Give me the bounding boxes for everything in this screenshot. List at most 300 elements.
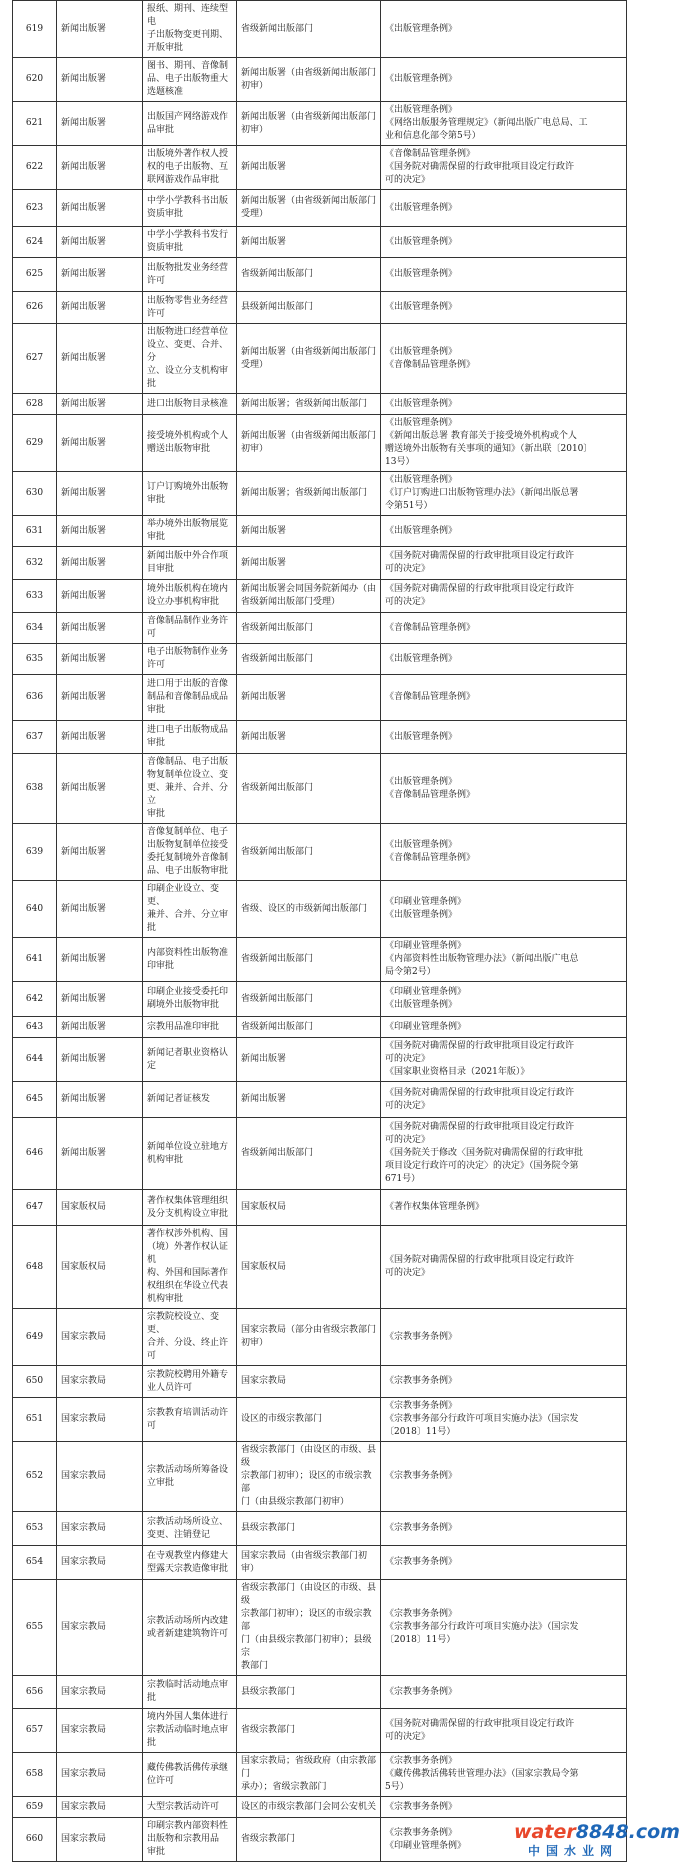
item-name-cell [143, 472, 237, 516]
legal-basis-cell-line: 《宗教事务条例》 [385, 1801, 458, 1812]
legal-basis-cell [381, 102, 627, 146]
item-name-cell-line: 资质审批 [147, 243, 184, 253]
item-name-cell-line: 宗教用品准印审批 [147, 1021, 220, 1032]
item-name-cell-line: 境外出版机构在境内 [147, 584, 229, 594]
legal-basis-cell [381, 675, 627, 721]
implementing-agency-cell [237, 58, 381, 102]
implementing-agency-cell-line: 新闻出版署（由省级新闻出版部门 [241, 67, 377, 78]
legal-basis-cell-line: 13号） [385, 457, 415, 467]
item-name-cell-line: 子出版物变更刊期、 [147, 30, 229, 40]
legal-basis-cell-line: 〔2018〕11号） [385, 1427, 456, 1437]
legal-basis-cell-line: 《宗教事务条例》 [385, 1756, 458, 1766]
approval-items-table [12, 0, 627, 1862]
legal-basis-cell-line: 《国务院关于修改〈国务院对确需保留的行政审批 [385, 1148, 584, 1158]
item-name-cell-line: 中学小学教科书发行 [147, 230, 229, 240]
table-row [13, 1753, 627, 1797]
row-number: 656 [13, 1676, 57, 1709]
item-name-cell-line: 境内外国人集体进行 [147, 1712, 229, 1722]
item-name-cell-line: 出版物和宗教用品 [147, 1834, 220, 1844]
implementing-agency-cell-line: 县级宗教部门 [241, 1686, 296, 1697]
item-name-cell-line: 宗教院校聘用外籍专 [147, 1369, 229, 1380]
table-row [13, 324, 627, 394]
row-number: 631 [13, 516, 57, 547]
implementing-agency-cell-line: 省级新闻出版部门 [241, 993, 314, 1004]
legal-basis-cell-line: 业和信息化部令第5号） [385, 131, 481, 141]
legal-basis-cell [381, 881, 627, 938]
legal-basis-cell-line: 《国务院对确需保留的行政审批项目设定行政许 [385, 551, 575, 561]
department-cell: 国家宗教局 [57, 1676, 143, 1709]
table-row [13, 1512, 627, 1546]
row-number: 659 [13, 1797, 57, 1818]
legal-basis-cell [381, 547, 627, 580]
implementing-agency-cell [237, 1309, 381, 1366]
item-name-cell [143, 227, 237, 258]
table-row [13, 472, 627, 516]
item-name-cell-line: 权的电子出版物、互 [147, 162, 229, 172]
legal-basis-cell-line: 《宗教事务条例》 [385, 1376, 458, 1386]
item-name-cell [143, 146, 237, 190]
table-row [13, 415, 627, 472]
implementing-agency-cell [237, 516, 381, 547]
legal-basis-cell-line: 可的决定》 [385, 1731, 431, 1742]
legal-basis-cell-line: 项目设定行政许可的决定〉的决定》（国务院令第 [385, 1161, 579, 1171]
item-name-cell-line: 可 [147, 1420, 157, 1431]
item-name-cell [143, 324, 237, 394]
implementing-agency-cell [237, 1082, 381, 1118]
item-name-cell-line: 进口电子出版物成品 [147, 725, 229, 735]
implementing-agency-cell [237, 1546, 381, 1580]
legal-basis-cell-line: 《内部资料性出版物管理办法》（新闻出版广电总 [385, 954, 579, 964]
implementing-agency-cell [237, 1226, 381, 1309]
legal-basis-cell-line: 《音像制品管理条例》 [385, 789, 476, 800]
table-row [13, 1709, 627, 1753]
item-name-cell [143, 938, 237, 982]
table-row [13, 102, 627, 146]
legal-basis-cell-line: 《订户订购进口出版物管理办法》（新闻出版总署 [385, 488, 579, 498]
item-name-cell-line: 印审批 [147, 960, 175, 971]
legal-basis-cell [381, 1038, 627, 1082]
legal-basis-cell-line: 〔2018〕11号） [385, 1635, 456, 1645]
implementing-agency-cell [237, 881, 381, 938]
item-name-cell [143, 881, 237, 938]
legal-basis-cell-line: 《出版管理条例》 [385, 398, 458, 409]
implementing-agency-cell-line: 新闻出版署 [241, 236, 287, 247]
item-name-cell-line: 权组织在华设立代表 [147, 1281, 229, 1291]
row-number: 625 [13, 258, 57, 292]
item-name-cell-line: 接受境外机构或个人 [147, 431, 229, 441]
department-cell: 新闻出版署 [57, 516, 143, 547]
department-cell: 新闻出版署 [57, 644, 143, 675]
item-name-cell-line: 定 [147, 1060, 157, 1071]
item-name-cell [143, 1797, 237, 1818]
legal-basis-cell-line: 《国务院对确需保留的行政审批项目设定行政许 [385, 1087, 575, 1098]
item-name-cell [143, 721, 237, 754]
table-row [13, 1309, 627, 1366]
implementing-agency-cell-line: 新闻出版署（由省级新闻出版部门 [241, 111, 377, 122]
row-number: 640 [13, 881, 57, 938]
implementing-agency-cell [237, 644, 381, 675]
table-row [13, 1017, 627, 1038]
table-row [13, 547, 627, 580]
legal-basis-cell-line: 《印刷业管理条例》 [385, 987, 467, 997]
implementing-agency-cell-line: 教部门 [241, 1661, 269, 1671]
implementing-agency-cell [237, 1398, 381, 1442]
item-name-cell [143, 644, 237, 675]
item-name-cell-line: 内部资料性出版物准 [147, 947, 229, 958]
legal-basis-cell [381, 1226, 627, 1309]
legal-basis-cell [381, 1546, 627, 1580]
implementing-agency-cell-line: 新闻出版署 [241, 525, 287, 536]
legal-basis-cell-line: 《新闻出版总署 教育部关于接受境外机构或个人 [385, 431, 577, 441]
row-number: 645 [13, 1082, 57, 1118]
legal-basis-cell-line: 《宗教事务条例》 [385, 1557, 458, 1567]
department-cell: 新闻出版署 [57, 754, 143, 824]
item-name-cell-line: 设立、变更、合并、分 [147, 340, 229, 363]
legal-basis-cell-line: 《音像制品管理条例》 [385, 359, 476, 370]
row-number: 646 [13, 1118, 57, 1190]
department-cell: 新闻出版署 [57, 580, 143, 613]
implementing-agency-cell [237, 102, 381, 146]
legal-basis-cell-line: 5号） [385, 1782, 409, 1792]
implementing-agency-cell [237, 754, 381, 824]
legal-basis-cell-line: 《宗教事务条例》 [385, 1686, 458, 1697]
implementing-agency-cell-line: 新闻出版署 [241, 1054, 287, 1064]
legal-basis-cell-line: 《国务院对确需保留的行政审批项目设定行政许 [385, 1041, 575, 1051]
watermark-logo-text: water8848.com [514, 1821, 680, 1843]
item-name-cell [143, 1512, 237, 1546]
implementing-agency-cell [237, 1038, 381, 1082]
item-name-cell-line: 兼并、合并、分立审批 [147, 910, 229, 933]
table-row [13, 1226, 627, 1309]
item-name-cell-line: 品、电子出版物重大 [147, 74, 229, 84]
legal-basis-cell [381, 1, 627, 58]
legal-basis-cell-line: 《宗教事务条例》 [385, 1523, 458, 1533]
legal-basis-cell [381, 754, 627, 824]
item-name-cell-line: 审批 [147, 494, 166, 505]
implementing-agency-cell-line: 国家版权局 [241, 1202, 287, 1212]
legal-basis-cell [381, 580, 627, 613]
item-name-cell [143, 613, 237, 644]
implementing-agency-cell [237, 1366, 381, 1398]
department-cell: 新闻出版署 [57, 102, 143, 146]
implementing-agency-cell-line: 新闻出版署 [241, 162, 287, 172]
item-name-cell-line: 品审批 [147, 124, 175, 135]
implementing-agency-cell [237, 580, 381, 613]
legal-basis-cell-line: 《国务院对确需保留的行政审批项目设定行政许 [385, 1255, 575, 1265]
item-name-cell-line: 新闻出版中外合作项 [147, 551, 229, 561]
legal-basis-cell-line: 《宗教事务条例》 [385, 1401, 458, 1411]
implementing-agency-cell-line: 新闻出版署；省级新闻出版部门 [241, 398, 368, 409]
implementing-agency-cell-line: 承办）；省级宗教部门 [241, 1782, 327, 1792]
department-cell: 国家宗教局 [57, 1546, 143, 1580]
row-number: 655 [13, 1580, 57, 1676]
legal-basis-cell [381, 1753, 627, 1797]
legal-basis-cell [381, 1580, 627, 1676]
item-name-cell [143, 1038, 237, 1082]
row-number: 648 [13, 1226, 57, 1309]
row-number: 658 [13, 1753, 57, 1797]
legal-basis-cell [381, 472, 627, 516]
item-name-cell-line: 新闻记者证核发 [147, 1094, 211, 1104]
item-name-cell-line: 选题核准 [147, 87, 184, 97]
legal-basis-cell-line: 可的决定》 [385, 1054, 431, 1064]
table-row [13, 1038, 627, 1082]
implementing-agency-cell-line: 初审） [241, 124, 269, 135]
legal-basis-cell [381, 516, 627, 547]
legal-basis-cell-line: 《著作权集体管理条例》 [385, 1202, 485, 1212]
item-name-cell [143, 1118, 237, 1190]
implementing-agency-cell [237, 675, 381, 721]
item-name-cell [143, 1398, 237, 1442]
implementing-agency-cell-line: 新闻出版署 [241, 731, 287, 742]
row-number: 639 [13, 824, 57, 881]
row-number: 643 [13, 1017, 57, 1038]
legal-basis-cell [381, 1366, 627, 1398]
legal-basis-cell [381, 1398, 627, 1442]
legal-basis-cell-line: 《国务院对确需保留的行政审批项目设定行政许 [385, 162, 575, 172]
implementing-agency-cell-line: 省级新闻出版部门 [241, 1148, 314, 1158]
implementing-agency-cell-line: 新闻出版署（由省级新闻出版部门 [241, 431, 377, 441]
legal-basis-cell-line: 《音像制品管理条例》 [385, 622, 476, 633]
item-name-cell-line: 联网游戏作品审批 [147, 175, 220, 185]
implementing-agency-cell-line: 省级新闻出版部门 [241, 269, 314, 279]
department-cell: 新闻出版署 [57, 881, 143, 938]
item-name-cell-line: 新闻记者职业资格认 [147, 1047, 229, 1058]
item-name-cell [143, 1366, 237, 1398]
item-name-cell-line: 印刷企业接受委托印 [147, 987, 229, 997]
legal-basis-cell [381, 258, 627, 292]
department-cell: 新闻出版署 [57, 938, 143, 982]
item-name-cell-line: 制品和音像制品成品 [147, 692, 229, 702]
row-number: 620 [13, 58, 57, 102]
item-name-cell-line: 刷境外出版物审批 [147, 1000, 220, 1010]
row-number: 652 [13, 1442, 57, 1512]
row-number: 637 [13, 721, 57, 754]
row-number: 638 [13, 754, 57, 824]
row-number: 636 [13, 675, 57, 721]
implementing-agency-cell [237, 721, 381, 754]
table-row [13, 146, 627, 190]
item-name-cell-line: 藏传佛教活佛传承继 [147, 1762, 229, 1773]
table-row [13, 292, 627, 324]
department-cell: 国家版权局 [57, 1226, 143, 1309]
department-cell: 国家宗教局 [57, 1797, 143, 1818]
legal-basis-cell-line: 《音像制品管理条例》 [385, 692, 476, 702]
item-name-cell [143, 292, 237, 324]
legal-basis-cell-line: 《出版管理条例》 [385, 302, 458, 312]
department-cell: 新闻出版署 [57, 227, 143, 258]
implementing-agency-cell [237, 1818, 381, 1862]
item-name-cell [143, 394, 237, 415]
row-number: 621 [13, 102, 57, 146]
item-name-cell-line: 宗教活动临时地点审 [147, 1725, 229, 1735]
legal-basis-cell [381, 1082, 627, 1118]
implementing-agency-cell [237, 1017, 381, 1038]
table-row [13, 258, 627, 292]
row-number: 627 [13, 324, 57, 394]
row-number: 634 [13, 613, 57, 644]
implementing-agency-cell-line: 省级新闻出版部门 [241, 1021, 314, 1032]
item-name-cell-line: （境）外著作权认证机 [147, 1242, 229, 1265]
department-cell: 新闻出版署 [57, 1082, 143, 1118]
department-cell: 新闻出版署 [57, 721, 143, 754]
implementing-agency-cell-line: 设区的市级宗教部门会同公安机关 [241, 1801, 377, 1812]
implementing-agency-cell-line: 新闻出版署 [241, 1094, 287, 1104]
legal-basis-cell-line: 《出版管理条例》 [385, 269, 458, 279]
implementing-agency-cell-line: 国家宗教局 [241, 1376, 287, 1386]
row-number: 630 [13, 472, 57, 516]
legal-basis-cell-line: 《出版管理条例》 [385, 23, 458, 34]
implementing-agency-cell-line: 国家宗教局；省级政府（由宗教部门 [241, 1756, 377, 1779]
row-number: 642 [13, 982, 57, 1017]
item-name-cell-line: 出版物批发业务经营 [147, 262, 229, 273]
department-cell: 新闻出版署 [57, 982, 143, 1017]
item-name-cell [143, 1190, 237, 1226]
row-number: 657 [13, 1709, 57, 1753]
row-number: 650 [13, 1366, 57, 1398]
implementing-agency-cell-line: 新闻出版署 [241, 557, 287, 568]
item-name-cell-line: 构、外国和国际著作 [147, 1268, 229, 1278]
table-row [13, 613, 627, 644]
item-name-cell-line: 中学小学教科书出版 [147, 196, 229, 206]
table-row [13, 190, 627, 227]
item-name-cell-line: 宗教院校设立、变更、 [147, 1312, 220, 1335]
legal-basis-cell-line: 《印刷业管理条例》 [385, 1840, 467, 1851]
table-row [13, 516, 627, 547]
legal-basis-cell-line: 可的决定》 [385, 1100, 431, 1111]
table-row [13, 1082, 627, 1118]
item-name-cell [143, 580, 237, 613]
legal-basis-cell-line: 《出版管理条例》 [385, 525, 458, 536]
implementing-agency-cell-line: 省级新闻出版部门 [241, 653, 314, 664]
item-name-cell-line: 订户订购境外出版物 [147, 481, 229, 492]
implementing-agency-cell-line: 国家版权局 [241, 1261, 287, 1272]
department-cell: 新闻出版署 [57, 258, 143, 292]
item-name-cell-line: 许可 [147, 308, 166, 319]
item-name-cell-line: 审批 [147, 532, 166, 542]
item-name-cell [143, 675, 237, 721]
legal-basis-cell [381, 1709, 627, 1753]
item-name-cell-line: 许可 [147, 660, 166, 670]
item-name-cell-line: 大型宗教活动许可 [147, 1801, 220, 1812]
table-row [13, 1676, 627, 1709]
legal-basis-cell-line: 可的决定》 [385, 564, 431, 574]
legal-basis-cell-line: 《出版管理条例》 [385, 475, 458, 485]
implementing-agency-cell-line: 省级、设区的市级新闻出版部门 [241, 903, 368, 914]
implementing-agency-cell [237, 613, 381, 644]
legal-basis-cell [381, 292, 627, 324]
table-row [13, 1546, 627, 1580]
legal-basis-cell [381, 1309, 627, 1366]
legal-basis-cell-line: 可的决定》 [385, 175, 431, 185]
implementing-agency-cell-line: 省级新闻出版部门 [241, 954, 314, 964]
implementing-agency-cell-line: 初审） [241, 444, 269, 454]
row-number: 628 [13, 394, 57, 415]
legal-basis-cell-line: 《音像制品管理条例》 [385, 149, 476, 159]
legal-basis-cell-line: 令第51号） [385, 501, 433, 511]
legal-basis-cell-line: 《国务院对确需保留的行政审批项目设定行政许 [385, 1122, 575, 1132]
item-name-cell [143, 547, 237, 580]
watermark-cn-name: 中国水业网 [527, 1844, 618, 1858]
legal-basis-cell [381, 324, 627, 394]
implementing-agency-cell [237, 1580, 381, 1676]
legal-basis-cell-line: 赠送境外出版物有关事项的通知》（新出联〔2010〕 [385, 444, 593, 454]
implementing-agency-cell-line: 省级宗教部门 [241, 1725, 296, 1735]
item-name-cell-line: 出版物进口经营单位 [147, 327, 229, 337]
item-name-cell-line: 宗教临时活动地点审 [147, 1680, 229, 1690]
implementing-agency-cell-line: 初审） [241, 80, 269, 91]
implementing-agency-cell-line: 省级新闻出版部门 [241, 783, 314, 793]
legal-basis-cell-line: 《宗教事务条例》 [385, 1471, 458, 1481]
item-name-cell-line: 出版物复制单位接受 [147, 840, 229, 850]
table-row [13, 675, 627, 721]
department-cell: 新闻出版署 [57, 613, 143, 644]
row-number: 653 [13, 1512, 57, 1546]
item-name-cell-line: 著作权集体管理组织 [147, 1195, 229, 1206]
legal-basis-cell-line: 可的决定》 [385, 597, 431, 607]
row-number: 647 [13, 1190, 57, 1226]
item-name-cell-line: 立审批 [147, 1477, 175, 1488]
table-row [13, 1190, 627, 1226]
implementing-agency-cell [237, 292, 381, 324]
item-name-cell [143, 824, 237, 881]
item-name-cell-line: 审批 [147, 738, 166, 748]
implementing-agency-cell [237, 324, 381, 394]
table-row [13, 1442, 627, 1512]
implementing-agency-cell-line: 宗教部门初审）；设区的市级宗教部 [241, 1609, 372, 1632]
item-name-cell [143, 415, 237, 472]
table-row [13, 982, 627, 1017]
table-row [13, 227, 627, 258]
item-name-cell-line: 出版国产网络游戏作 [147, 111, 229, 122]
row-number: 651 [13, 1398, 57, 1442]
department-cell: 国家宗教局 [57, 1398, 143, 1442]
department-cell: 新闻出版署 [57, 292, 143, 324]
legal-basis-cell-line: 《出版管理条例》 [385, 840, 458, 850]
item-name-cell-line: 设立办事机构审批 [147, 597, 220, 607]
item-name-cell-line: 品、电子出版物审批 [147, 866, 229, 876]
department-cell: 新闻出版署 [57, 547, 143, 580]
implementing-agency-cell-line: 受理） [241, 359, 269, 370]
implementing-agency-cell-line: 国家宗教局（部分由省级宗教部门 [241, 1325, 377, 1335]
legal-basis-cell-line: 可的决定》 [385, 1268, 431, 1278]
item-name-cell-line: 机构审批 [147, 1294, 184, 1304]
legal-basis-cell-line: 《印刷业管理条例》 [385, 1021, 467, 1032]
implementing-agency-cell-line: 省级宗教部门（由设区的市级、县级 [241, 1445, 377, 1468]
item-name-cell-line: 审批 [147, 809, 166, 819]
legal-basis-cell-line: 《藏传佛教活佛转世管理办法》（国家宗教局令第 [385, 1769, 579, 1779]
item-name-cell-line: 或者新建建筑物许可 [147, 1628, 229, 1639]
implementing-agency-cell-line: 新闻出版署（由省级新闻出版部门 [241, 196, 377, 206]
implementing-agency-cell-line: 门（由县级宗教部门初审） [241, 1497, 350, 1507]
item-name-cell-line: 及分支机构设立审批 [147, 1208, 229, 1219]
item-name-cell [143, 1709, 237, 1753]
implementing-agency-cell-line: 省级宗教部门（由设区的市级、县级 [241, 1583, 377, 1606]
item-name-cell [143, 982, 237, 1017]
item-name-cell [143, 58, 237, 102]
item-name-cell-line: 音像制品、电子出版 [147, 757, 229, 767]
item-name-cell-line: 新闻单位设立驻地方 [147, 1141, 229, 1152]
item-name-cell [143, 1753, 237, 1797]
row-number: 624 [13, 227, 57, 258]
table-row [13, 721, 627, 754]
item-name-cell-line: 可 [147, 629, 157, 639]
implementing-agency-cell [237, 1512, 381, 1546]
legal-basis-cell-line: 671号） [385, 1174, 421, 1184]
legal-basis-cell [381, 1676, 627, 1709]
item-name-cell-line: 批 [147, 1738, 157, 1748]
row-number: 619 [13, 1, 57, 58]
